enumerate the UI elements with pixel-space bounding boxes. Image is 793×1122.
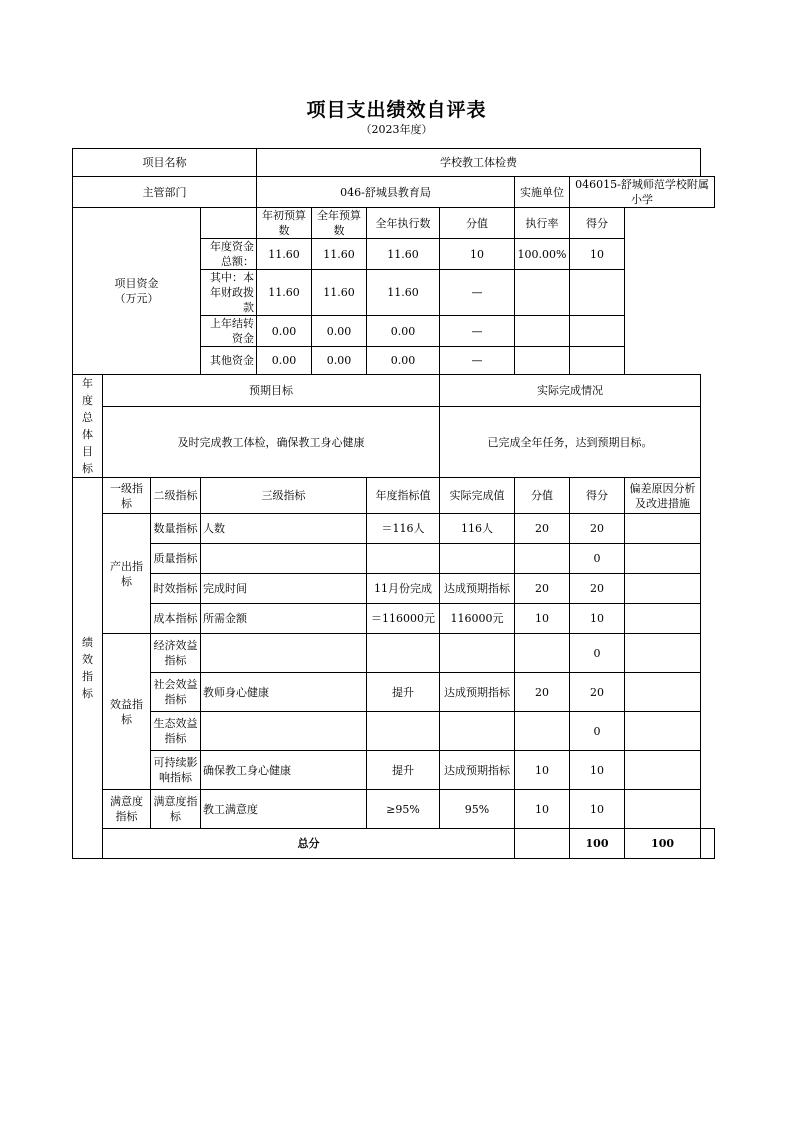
funds-blank-cell <box>201 208 257 239</box>
indicators-header-cell: 三级指标 <box>201 478 367 514</box>
funds-cell: 100.00% <box>515 239 570 270</box>
funds-cell: 11.60 <box>312 270 367 316</box>
funds-cell: 0.00 <box>367 347 440 375</box>
indicator-note <box>625 673 701 712</box>
indicator-note <box>625 790 701 829</box>
indicator-note <box>625 544 701 574</box>
indicator-target: 提升 <box>367 751 440 790</box>
indicator-score: 20 <box>515 514 570 544</box>
department-label: 主管部门 <box>73 177 257 208</box>
indicator-row <box>73 634 715 673</box>
indicator-actual: 达成预期指标 <box>440 751 515 790</box>
implementing-unit-label: 实施单位 <box>515 177 570 208</box>
indicator-got: 10 <box>570 751 625 790</box>
total-row <box>73 829 715 859</box>
total-label: 总分 <box>103 829 515 859</box>
funds-cell: — <box>440 270 515 316</box>
indicator-l2: 可持续影响指标 <box>151 751 201 790</box>
indicator-target <box>367 544 440 574</box>
funds-cell <box>515 347 570 375</box>
indicator-l2: 成本指标 <box>151 604 201 634</box>
funds-header-cell: 执行率 <box>515 208 570 239</box>
funds-header-cell: 分值 <box>440 208 515 239</box>
evaluation-table <box>72 148 715 859</box>
benefit-indicators-label: 效益指标 <box>103 634 151 790</box>
indicator-row <box>73 751 715 790</box>
project-name-value: 学校教工体检费 <box>257 149 701 177</box>
indicator-actual: 达成预期指标 <box>440 574 515 604</box>
indicator-l3: 人数 <box>201 514 367 544</box>
indicator-note <box>625 574 701 604</box>
indicator-actual <box>440 544 515 574</box>
indicator-got: 10 <box>570 604 625 634</box>
indicator-note <box>625 604 701 634</box>
indicator-l3: 教工满意度 <box>201 790 367 829</box>
funds-cell: 0.00 <box>367 316 440 347</box>
indicators-header-cell: 年度指标值 <box>367 478 440 514</box>
indicator-target <box>367 634 440 673</box>
indicator-l2: 社会效益指标 <box>151 673 201 712</box>
indicator-row <box>73 790 715 829</box>
indicator-target <box>367 712 440 751</box>
funds-header-cell: 得分 <box>570 208 625 239</box>
funds-cell: 0.00 <box>312 316 367 347</box>
funds-row-label: 上年结转资金 <box>201 316 257 347</box>
indicator-got: 10 <box>570 790 625 829</box>
goals-expected-header: 预期目标 <box>103 375 440 407</box>
funds-cell: 10 <box>570 239 625 270</box>
indicator-note <box>625 751 701 790</box>
indicator-actual: 116人 <box>440 514 515 544</box>
funds-cell <box>515 316 570 347</box>
indicators-header-cell: 二级指标 <box>151 478 201 514</box>
funds-header-cell: 全年预算数 <box>312 208 367 239</box>
indicator-l3: 完成时间 <box>201 574 367 604</box>
indicator-l2: 经济效益指标 <box>151 634 201 673</box>
page-subtitle: （2023年度） <box>360 123 433 136</box>
funds-row-label: 其他资金 <box>201 347 257 375</box>
indicator-score: 20 <box>515 574 570 604</box>
funds-cell: 11.60 <box>367 270 440 316</box>
indicator-target: ＝116人 <box>367 514 440 544</box>
project-name-row <box>73 149 715 177</box>
indicator-l3 <box>201 712 367 751</box>
indicator-actual: 达成预期指标 <box>440 673 515 712</box>
funds-cell <box>570 316 625 347</box>
total-score: 100 <box>570 829 625 859</box>
satisfaction-indicators-label: 满意度指标 <box>103 790 151 829</box>
indicator-score <box>515 712 570 751</box>
indicators-header-cell: 实际完成值 <box>440 478 515 514</box>
indicator-score: 10 <box>515 790 570 829</box>
indicator-l3: 教师身心健康 <box>201 673 367 712</box>
indicators-header-row <box>73 478 715 514</box>
indicator-l2: 满意度指标 <box>151 790 201 829</box>
indicator-l3 <box>201 544 367 574</box>
goals-label: 年度总体目标 <box>73 375 103 478</box>
total-note <box>701 829 715 859</box>
indicator-note <box>625 634 701 673</box>
funds-cell: 11.60 <box>312 239 367 270</box>
indicators-header-cell: 分值 <box>515 478 570 514</box>
total-blank-cell <box>515 829 570 859</box>
indicator-score: 10 <box>515 751 570 790</box>
indicator-l3 <box>201 634 367 673</box>
indicator-row <box>73 673 715 712</box>
indicator-got: 20 <box>570 514 625 544</box>
funds-cell <box>570 270 625 316</box>
funds-row-label: 其中：本年财政拨款 <box>201 270 257 316</box>
indicator-score: 20 <box>515 673 570 712</box>
indicator-note <box>625 712 701 751</box>
indicator-target: ≥95% <box>367 790 440 829</box>
indicator-got: 0 <box>570 544 625 574</box>
indicator-l3: 确保教工身心健康 <box>201 751 367 790</box>
indicator-row <box>73 604 715 634</box>
funds-row-label: 年度资金总额： <box>201 239 257 270</box>
indicator-score <box>515 634 570 673</box>
output-indicators-label: 产出指标 <box>103 514 151 634</box>
goals-actual-header: 实际完成情况 <box>440 375 701 407</box>
indicator-row <box>73 544 715 574</box>
indicator-row <box>73 514 715 544</box>
indicator-score <box>515 544 570 574</box>
funds-cell: 11.60 <box>257 239 312 270</box>
funds-cell: 0.00 <box>257 316 312 347</box>
funds-cell: — <box>440 347 515 375</box>
funds-cell <box>515 270 570 316</box>
project-name-label: 项目名称 <box>73 149 257 177</box>
indicator-l2: 生态效益指标 <box>151 712 201 751</box>
funds-cell: 11.60 <box>367 239 440 270</box>
indicators-header-cell: 得分 <box>570 478 625 514</box>
indicator-actual <box>440 712 515 751</box>
funds-cell: — <box>440 316 515 347</box>
implementing-unit-value: 046015-舒城师范学校附属小学 <box>570 177 715 208</box>
department-row <box>73 177 715 208</box>
indicator-note <box>625 514 701 544</box>
indicators-header-cell: 一级指标 <box>103 478 151 514</box>
goals-content-row <box>73 407 715 478</box>
department-value: 046-舒城县教育局 <box>257 177 515 208</box>
goals-header-row <box>73 375 715 407</box>
total-got: 100 <box>625 829 701 859</box>
indicator-l3: 所需金额 <box>201 604 367 634</box>
indicators-header-cell: 偏差原因分析及改进措施 <box>625 478 701 514</box>
goals-expected-text: 及时完成教工体检，确保教工身心健康 <box>103 407 440 478</box>
funds-header-cell: 年初预算数 <box>257 208 312 239</box>
indicators-label: 绩效指标 <box>73 478 103 859</box>
indicator-actual: 95% <box>440 790 515 829</box>
indicator-got: 20 <box>570 574 625 604</box>
indicator-got: 0 <box>570 712 625 751</box>
funds-label: 项目资金 （万元） <box>73 208 201 375</box>
indicator-l2: 质量指标 <box>151 544 201 574</box>
indicator-got: 20 <box>570 673 625 712</box>
indicator-got: 0 <box>570 634 625 673</box>
indicator-l2: 数量指标 <box>151 514 201 544</box>
goals-actual-text: 已完成全年任务，达到预期目标。 <box>440 407 701 478</box>
indicator-actual <box>440 634 515 673</box>
indicator-target: 提升 <box>367 673 440 712</box>
indicator-row <box>73 712 715 751</box>
indicator-target: ＝116000元 <box>367 604 440 634</box>
indicator-target: 11月份完成 <box>367 574 440 604</box>
indicator-score: 10 <box>515 604 570 634</box>
funds-header-cell: 全年执行数 <box>367 208 440 239</box>
funds-header-row <box>73 208 715 239</box>
page-title: 项目支出绩效自评表 <box>306 99 487 121</box>
indicator-l2: 时效指标 <box>151 574 201 604</box>
funds-cell <box>570 347 625 375</box>
indicator-actual: 116000元 <box>440 604 515 634</box>
funds-cell: 0.00 <box>257 347 312 375</box>
funds-cell: 10 <box>440 239 515 270</box>
funds-cell: 0.00 <box>312 347 367 375</box>
indicator-row <box>73 574 715 604</box>
funds-cell: 11.60 <box>257 270 312 316</box>
